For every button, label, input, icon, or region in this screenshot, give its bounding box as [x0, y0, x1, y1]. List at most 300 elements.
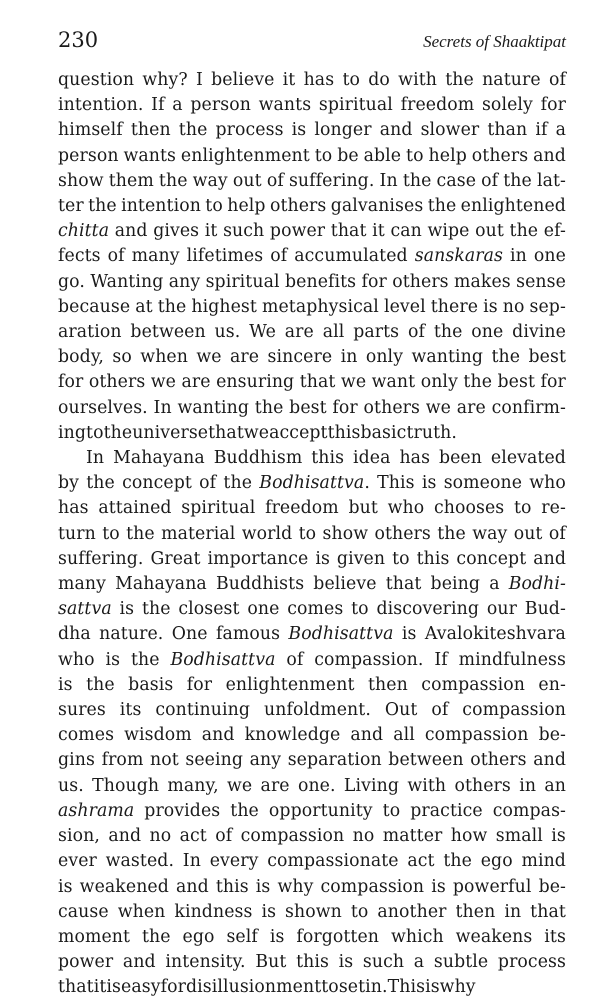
text: of — [107, 246, 125, 267]
text: is — [106, 977, 122, 998]
text: sep- — [529, 296, 566, 317]
word — [313, 572, 376, 597]
word — [158, 295, 187, 320]
word — [530, 900, 566, 925]
word — [388, 748, 463, 773]
word — [183, 849, 201, 874]
text: this — [311, 448, 345, 469]
word — [549, 68, 566, 93]
text: I — [195, 70, 203, 90]
word — [106, 648, 121, 673]
text: is — [483, 296, 498, 317]
text: the — [402, 170, 432, 191]
text: in. — [365, 977, 388, 998]
word — [90, 270, 163, 295]
word — [206, 270, 280, 295]
running-title: Secrets of Shaaktipat — [423, 32, 566, 51]
word — [498, 370, 536, 395]
text: closest — [178, 599, 240, 620]
text-line — [58, 93, 566, 118]
word — [285, 900, 342, 925]
word — [337, 547, 385, 572]
text: that — [530, 901, 566, 922]
word — [161, 975, 186, 1000]
word — [58, 345, 104, 370]
text-line — [58, 849, 566, 874]
text: provides — [144, 800, 221, 821]
word — [216, 370, 294, 395]
word — [487, 597, 517, 622]
word — [245, 723, 341, 748]
text-line — [58, 320, 566, 345]
text: who — [58, 649, 95, 670]
text: the — [433, 322, 463, 343]
word — [165, 950, 245, 975]
word — [196, 68, 203, 93]
word — [304, 68, 335, 93]
text: person — [190, 95, 251, 116]
text: act — [179, 826, 207, 847]
text: is — [261, 901, 277, 922]
text: no — [352, 826, 375, 847]
word — [135, 295, 152, 320]
text: person — [58, 145, 119, 166]
text: out — [513, 523, 543, 544]
text-line — [58, 169, 566, 194]
text: galvanises — [330, 196, 424, 217]
text: to — [513, 498, 532, 519]
text: able — [363, 145, 402, 166]
word — [259, 93, 312, 118]
text: one — [471, 322, 504, 343]
word — [481, 849, 513, 874]
text: in — [504, 901, 522, 922]
word — [445, 68, 474, 93]
word — [529, 471, 566, 496]
text: when — [117, 901, 166, 922]
word — [58, 370, 83, 395]
word — [533, 547, 566, 572]
text: self — [226, 926, 258, 947]
text: This — [387, 977, 426, 998]
text: that — [299, 372, 336, 393]
word — [102, 748, 144, 773]
word — [269, 421, 328, 446]
word — [115, 219, 148, 244]
text: intention. — [58, 95, 144, 116]
word — [58, 774, 84, 799]
text: for — [332, 397, 358, 418]
text: between — [130, 322, 206, 343]
word — [323, 320, 345, 345]
word — [427, 219, 469, 244]
word — [348, 496, 377, 521]
word — [122, 471, 192, 496]
text: do — [368, 70, 390, 90]
word — [58, 396, 148, 421]
word — [230, 345, 259, 370]
word — [461, 194, 566, 219]
word — [277, 875, 313, 900]
text: divine — [512, 322, 566, 343]
text: it — [282, 70, 296, 90]
text: cause — [58, 901, 109, 922]
text: subtle — [433, 952, 489, 973]
word — [207, 547, 308, 572]
word — [525, 597, 566, 622]
text: many, — [167, 775, 219, 796]
word — [350, 723, 383, 748]
word — [269, 799, 373, 824]
text: help — [428, 145, 467, 166]
text-line — [58, 396, 566, 421]
text: all — [322, 322, 345, 343]
word — [528, 345, 566, 370]
word — [482, 68, 541, 93]
word — [342, 68, 360, 93]
text: is — [269, 926, 285, 947]
text: Buddhism — [213, 448, 303, 469]
text: one. — [297, 775, 336, 796]
text: wants — [123, 145, 177, 166]
word — [344, 774, 399, 799]
text: opportunity — [268, 800, 373, 821]
text: ef- — [543, 221, 566, 242]
word — [314, 648, 423, 673]
text-line — [58, 345, 566, 370]
word — [169, 270, 201, 295]
word — [437, 522, 466, 547]
text: out — [232, 170, 262, 191]
text-line — [58, 975, 566, 1000]
text: of — [407, 322, 425, 343]
text: is — [551, 826, 566, 847]
word — [328, 421, 361, 446]
text: but — [348, 498, 378, 519]
text: compassion. — [314, 649, 424, 670]
text: compassion — [320, 876, 425, 897]
text: with — [398, 70, 437, 90]
text: there — [430, 296, 479, 317]
word — [299, 522, 317, 547]
word — [250, 748, 282, 773]
word — [321, 975, 339, 1000]
word — [391, 925, 444, 950]
text: for — [160, 977, 186, 998]
word — [425, 622, 566, 647]
word — [58, 144, 119, 169]
word — [227, 194, 265, 219]
text: wisdom — [124, 725, 192, 746]
text: many — [58, 574, 106, 595]
text: In — [182, 851, 201, 872]
word — [124, 723, 192, 748]
text: body, — [58, 347, 104, 368]
text: another — [377, 901, 447, 922]
text-line — [58, 950, 566, 975]
text: wants — [258, 95, 312, 116]
text: the — [141, 599, 171, 620]
word — [482, 93, 533, 118]
word — [539, 723, 566, 748]
word — [255, 396, 284, 421]
word — [261, 774, 290, 799]
word — [151, 370, 176, 395]
text: the — [142, 926, 171, 947]
text-line — [58, 723, 566, 748]
word — [58, 547, 144, 572]
word — [411, 345, 483, 370]
word — [172, 622, 208, 647]
text: us. — [58, 775, 84, 796]
word — [216, 622, 280, 647]
word — [504, 900, 521, 925]
word — [533, 748, 566, 773]
text: this — [296, 952, 329, 973]
text: compassion — [240, 826, 345, 847]
text: freedom — [400, 95, 475, 116]
text: the — [254, 397, 284, 418]
word — [285, 270, 356, 295]
text: level — [383, 296, 426, 317]
text: compas- — [492, 800, 566, 821]
text: believe — [211, 70, 275, 90]
text: no — [149, 826, 172, 847]
text: intention — [121, 196, 201, 217]
word — [360, 421, 406, 446]
word — [106, 975, 121, 1000]
text: to — [86, 422, 104, 443]
word — [121, 194, 201, 219]
text: believe — [313, 574, 377, 595]
word — [544, 774, 566, 799]
text: act — [407, 851, 435, 872]
word — [187, 673, 212, 698]
word — [161, 522, 235, 547]
text: spiritual — [205, 271, 280, 292]
word — [463, 370, 492, 395]
text: basis — [128, 674, 174, 695]
word — [392, 547, 410, 572]
text: question — [58, 70, 135, 90]
text: the — [463, 372, 493, 393]
word — [509, 572, 566, 597]
text: at — [135, 296, 153, 317]
text-line — [58, 118, 566, 143]
text: powerful — [452, 876, 532, 897]
text: confirm- — [491, 397, 566, 418]
text: be- — [538, 725, 566, 746]
text: the — [445, 70, 474, 90]
word — [58, 975, 94, 1000]
text: the — [509, 221, 539, 242]
italic-text: sanskaras — [414, 246, 504, 267]
text: attained — [98, 498, 172, 519]
text: truth. — [406, 422, 457, 443]
word — [86, 446, 104, 471]
text: One — [171, 624, 208, 645]
word — [339, 950, 354, 975]
word — [292, 118, 307, 143]
word — [364, 396, 420, 421]
text: who — [529, 473, 566, 494]
word — [208, 421, 244, 446]
text: and — [114, 221, 148, 242]
word — [487, 118, 527, 143]
text: of — [481, 170, 499, 191]
text: We — [249, 322, 276, 343]
word — [491, 446, 566, 471]
word — [401, 93, 475, 118]
word — [351, 900, 369, 925]
text: who — [387, 498, 425, 519]
word — [244, 421, 269, 446]
text: en- — [538, 674, 566, 695]
page-header — [58, 28, 566, 68]
body-text — [58, 68, 566, 1001]
text: why — [277, 876, 314, 897]
word — [353, 824, 375, 849]
text: turn — [58, 523, 96, 544]
text: chooses — [433, 498, 505, 519]
word — [261, 900, 276, 925]
word — [58, 799, 134, 824]
text: a — [413, 952, 425, 973]
text: in — [519, 775, 537, 796]
word — [58, 522, 96, 547]
word — [86, 471, 115, 496]
word — [386, 572, 422, 597]
text: one — [247, 599, 280, 620]
word — [159, 169, 188, 194]
word — [510, 219, 539, 244]
text: is — [401, 624, 417, 645]
word — [535, 118, 547, 143]
text: in — [510, 246, 527, 267]
word — [459, 648, 566, 673]
text: ourselves. — [58, 397, 148, 418]
page-number: 230 — [58, 28, 99, 52]
text: weakens — [455, 926, 533, 947]
word — [311, 446, 344, 471]
word — [151, 93, 164, 118]
text: accept — [269, 422, 328, 443]
word — [408, 320, 425, 345]
word — [58, 194, 84, 219]
text: to — [321, 977, 339, 998]
text: suffering. — [58, 548, 144, 569]
text: If — [151, 95, 165, 116]
word — [296, 950, 329, 975]
word — [417, 547, 450, 572]
word — [372, 219, 385, 244]
word — [270, 194, 326, 219]
word — [186, 975, 321, 1000]
word — [216, 118, 284, 143]
text: a — [172, 95, 183, 116]
word — [268, 345, 333, 370]
text: has — [399, 448, 431, 469]
text: sincere — [267, 347, 333, 368]
word — [454, 270, 511, 295]
text: spiritual — [181, 498, 256, 519]
word — [537, 169, 566, 194]
text: an — [544, 775, 566, 796]
word — [223, 471, 252, 496]
word — [58, 673, 73, 698]
text: sion, — [58, 826, 100, 847]
text: knowledge — [244, 725, 341, 746]
text-line — [58, 194, 566, 219]
word — [58, 496, 89, 521]
text: mindfulness — [458, 649, 566, 670]
text: such — [362, 952, 405, 973]
text: why — [439, 977, 476, 998]
text: this — [416, 548, 450, 569]
word — [230, 799, 259, 824]
text: others — [392, 271, 449, 292]
text: it — [93, 977, 107, 998]
word — [176, 875, 209, 900]
text: any — [249, 750, 282, 771]
text: a — [555, 120, 566, 141]
text: intensity. — [165, 952, 246, 973]
word — [88, 194, 117, 219]
text: basic — [360, 422, 407, 443]
word — [58, 748, 95, 773]
italic-text: Bodhisattva — [259, 473, 365, 494]
word — [429, 144, 467, 169]
text-line — [58, 597, 566, 622]
word — [155, 698, 250, 723]
word — [58, 849, 97, 874]
text: of — [431, 700, 449, 721]
word — [421, 118, 480, 143]
text: so — [112, 347, 132, 368]
word — [154, 396, 172, 421]
word — [241, 824, 345, 849]
text: spiritual — [318, 95, 393, 116]
word — [456, 547, 526, 572]
word — [364, 144, 402, 169]
text-line — [58, 219, 566, 244]
text: and — [533, 750, 566, 771]
word — [472, 144, 528, 169]
text: wasted. — [105, 851, 175, 872]
text-line — [58, 144, 566, 169]
text: seeing — [185, 750, 244, 771]
word — [425, 723, 529, 748]
text: this — [215, 876, 249, 897]
word — [380, 169, 398, 194]
text: slower — [420, 120, 480, 141]
word — [132, 244, 180, 269]
word — [443, 849, 472, 874]
text: shown — [285, 901, 342, 922]
text: ter — [58, 196, 84, 217]
word — [437, 169, 476, 194]
text: out — [475, 221, 504, 242]
word — [267, 849, 398, 874]
text: himself — [58, 120, 123, 141]
text: separation — [287, 750, 382, 771]
text: we — [150, 372, 177, 393]
word — [403, 169, 432, 194]
text: with — [407, 775, 447, 796]
text: to — [205, 196, 223, 217]
text-line — [58, 900, 566, 925]
word — [483, 295, 498, 320]
